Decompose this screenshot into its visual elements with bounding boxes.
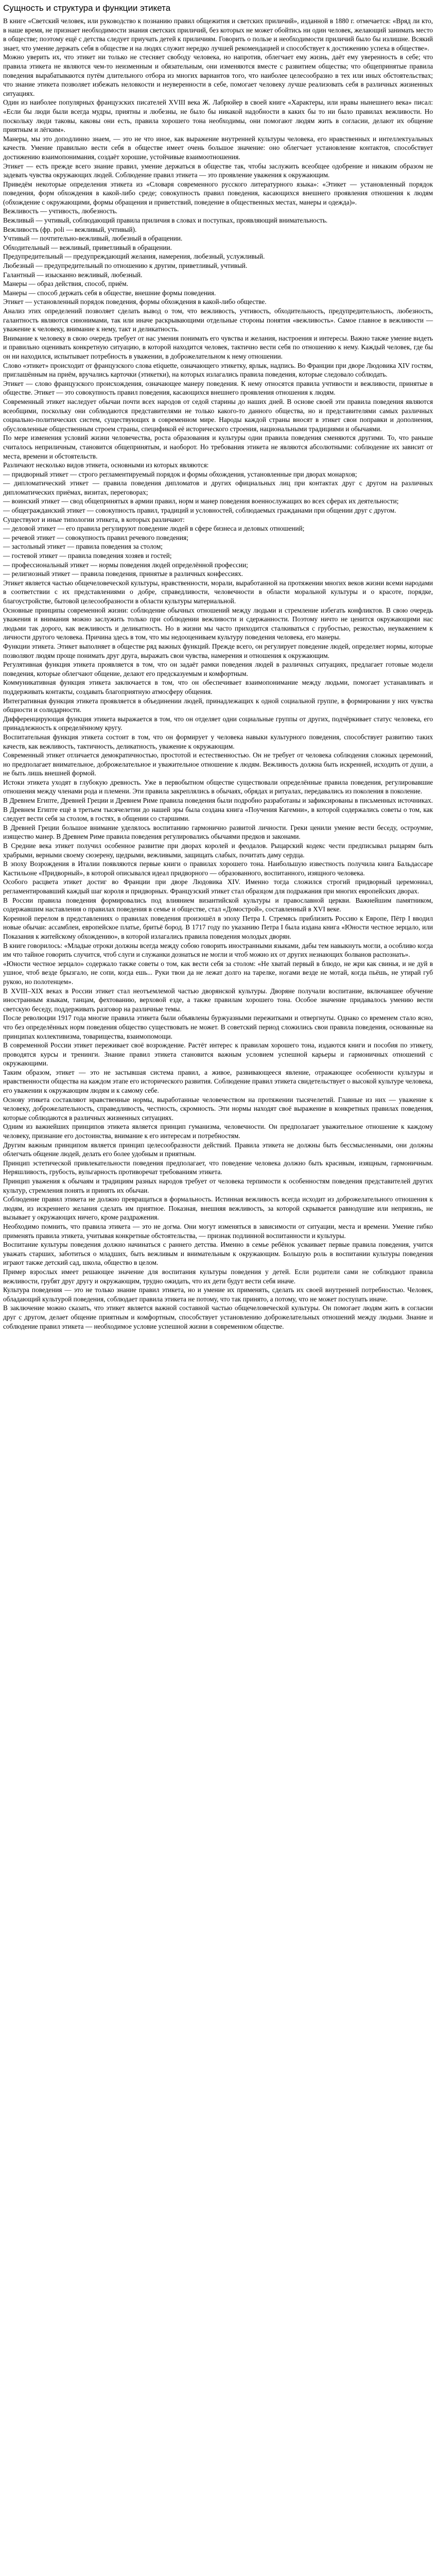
paragraph: — профессиональный этикет — нормы поведения людей определённой профессии;: [3, 561, 248, 569]
paragraph: Любезный — предупредительный по отношению к другим, приветливый, учтивый.: [3, 262, 248, 270]
paragraph: Принцип эстетической привлекательности поведения предполагает, что поведение человека должно быть красивым, изящным, гармоничным. Неряшливость, грубость, вульгарность противоречат требованиям этикета.: [3, 1159, 433, 1176]
paragraph: После революции 1917 года многие правила этикета были объявлены буржуазными пережитками и отвергнуты. Однако со временем стало ясно, что без определённых норм поведения общество существовать не может. В советский период сложились свои правила поведения, основанные на принципах коллективизма, товарищества, взаимопомощи.: [3, 1014, 433, 1040]
paragraph: Различают несколько видов этикета, основными из которых являются:: [3, 461, 209, 469]
paragraph: Коммуникативная функция этикета заключается в том, что он обеспечивает взаимопонимание между людьми, помогает устанавливать и поддерживать контакты, создавать благоприятную атмосферу общения.: [3, 679, 433, 696]
paragraph: — общегражданский этикет — совокупность правил, традиций и условностей, соблюдаемых гражданами при общении друг с другом.: [3, 506, 396, 515]
paragraph: Манеры — способ держать себя в обществе, внешние формы поведения.: [3, 289, 216, 297]
paragraph: — деловой этикет — его правила регулируют поведение людей в сфере бизнеса и деловых отношений;: [3, 524, 305, 533]
paragraph: Регулятивная функция этикета проявляется в том, что он задаёт рамки поведения людей в различных ситуациях, предлагает готовые модели поведения, которые облегчают общение, делают его предсказуемым и комфортным.: [3, 660, 433, 677]
paragraph: Другим важным принципом является принцип целесообразности действий. Правила этикета не должны быть бессмысленными, они должны облегчать общение людей, делать его более удобным и приятным.: [3, 1141, 433, 1158]
paragraph: — воинский этикет — свод общепринятых в армии правил, норм и манер поведения военнослужащих во всех сферах их деятельности;: [3, 497, 399, 505]
paragraph: — дипломатический этикет — правила поведения дипломатов и других официальных лиц при контактах друг с другом на различных дипломатических приёмах, визитах, переговорах;: [3, 479, 433, 496]
paragraph: Одним из важнейших принципов этикета является принцип гуманизма, человечности. Он предполагает уважительное отношение к каждому человеку, признание его достоинства, внимание к его интересам и потребностям.: [3, 1123, 433, 1140]
paragraph: Функции этикета. Этикет выполняет в обществе ряд важных функций. Прежде всего, он регулирует поведение людей, определяет нормы, которые позволяют людям проще понимать друг друга, выражать свои чувства, намерения и отношения к окружающим.: [3, 642, 433, 659]
paragraph: В Древнем Египте, Древней Греции и Древнем Риме правила поведения были подробно разработаны и зафиксированы в письменных источниках. В Древнем Египте ещё в третьем тысячелетии до нашей эры была создана книга «Поучения Кагемни», в которой содержались советы о том, как следует вести себя за столом, в гостях, в общении со старшими.: [3, 796, 433, 823]
paragraph: Основу этикета составляют нравственные нормы, выработанные человечеством на протяжении тысячелетий. Главные из них — уважение к человеку, доброжелательность, справедливость, честность, скромность. Эти нормы находят своё выражение в конкретных правилах поведения, которые соблюдаются в различных жизненных ситуациях.: [3, 1095, 433, 1122]
paragraph: Этикет — слово французского происхождения, означающее манеру поведения. К нему относятся правила учтивости и вежливости, принятые в обществе. Этикет — это совокупность правил поведения, касающихся внешнего проявления отношения к людям.: [3, 379, 433, 397]
paragraph: Принцип уважения к обычаям и традициям разных народов требует от человека терпимости к особенностям поведения представителей других культур, стремления понять и принять их обычаи.: [3, 1177, 433, 1194]
article-body: [3, 16, 433, 1331]
paragraph: Современный этикет отличается демократичностью, простотой и естественностью. Он не требует от человека соблюдения сложных церемоний, но предполагает внимательное, доброжелательное и уважительное отношение к людям. Вежливость должна быть искренней, исходить от души, а не быть лишь внешней формой.: [3, 751, 433, 777]
paragraph: Пример взрослых имеет решающее значение для воспитания культуры поведения у детей. Если родители сами не соблюдают правила вежливости, грубят друг другу и окружающим, трудно ожидать, что их дети будут вести себя иначе.: [3, 1267, 433, 1285]
paragraph: Обходительный — вежливый, приветливый в обращении.: [3, 243, 172, 251]
paragraph: В Средние века этикет получил особенное развитие при дворах королей и феодалов. Рыцарский кодекс чести предписывал рыцарям быть храбрыми, верными своему сюзерену, щедрыми, вежливыми, защищать слабых, почитать даму сердца.: [3, 842, 433, 859]
paragraph: Современный этикет наследует обычаи почти всех народов от седой старины до наших дней. В основе своей эти правила поведения являются всеобщими, поскольку они соблюдаются представителями не только какого-то данного общества, но и представителями самых различных социально-политических систем, существующих в современном мире. Народы каждой страны вносят в этикет свои поправки и дополнения, обусловленные общественным строем страны, спецификой её исторического строения, национальными традициями и обычаями.: [3, 397, 433, 433]
paragraph: Манеры — образ действия, способ, приём.: [3, 280, 128, 288]
paragraph: — религиозный этикет — правила поведения, принятые в различных конфессиях.: [3, 570, 243, 578]
paragraph: В России правила поведения формировались под влиянием византийской культуры и православной церкви. Важнейшим памятником, содержавшим наставления о правилах поведения в семье и обществе, стал «Домострой», составленный в XVI веке.: [3, 896, 433, 913]
paragraph: — гостевой этикет — правила поведения хозяев и гостей;: [3, 552, 172, 560]
paragraph: Вежливость — учтивость, любезность.: [3, 207, 118, 215]
paragraph: Анализ этих определений позволяет сделать вывод о том, что вежливость, учтивость, обходительность, предупредительность, любезность, галантность являются синонимами, так или иначе раскрывающими отдельные стороны понятия «вежливость». Самое главное в вежливости — уважение к человеку, внимание к нему, такт и деликатность.: [3, 307, 433, 333]
paragraph: Интегративная функция этикета проявляется в объединении людей, принадлежащих к одной социальной группе, в формировании у них чувства общности и солидарности.: [3, 697, 433, 714]
paragraph: Соблюдение правил этикета не должно превращаться в формальность. Истинная вежливость всегда исходит из доброжелательного отношения к людям, из искреннего желания сделать им приятное. Показная, внешняя вежливость, за которой скрывается равнодушие или неприязнь, не вызывает у окружающих ничего, кроме раздражения.: [3, 1195, 433, 1222]
paragraph: Дифференцирующая функция этикета выражается в том, что он отделяет одни социальные группы от других, подчёркивает статус человека, его принадлежность к определённому кругу.: [3, 715, 433, 732]
paragraph: В Древней Греции большое внимание уделялось воспитанию гармонично развитой личности. Греки ценили умение вести беседу, остроумие, изящество манер. В Древнем Риме правила поведения регулировались обычаями предков и законами.: [3, 823, 433, 841]
paragraph: Основные принципы современной жизни: соблюдение обычных отношений между людьми и стремление избегать конфликтов. В свою очередь уважения и внимания можно заслужить только при соблюдении вежливости и сдержанности. Поэтому ничто не ценится окружающими нас людьми так дорого, как вежливость и деликатность. Но в жизни мы часто приходится сталкиваться с грубостью, резкостью, неуважением к личности другого человека. Причина здесь в том, что мы недооцениваем культуру поведения человека, его манеры.: [3, 606, 433, 641]
page-title: Сущность и структура и функции этикета: [3, 3, 171, 13]
paragraph: В книге «Светский человек, или руководство к познанию правил общежития и светских приличий», изданной в 1880 г. отмечается: «Вряд ли кто, в наше время, не признает необходимости знания светских приличий, без которых не может обойтись ни один человек, желающий занимать место в обществе; поэтому ещё с детства следует приучать детей к приличиям. Говорить о пользе и необходимости приличий было бы излишне. Всякий знает, что умение держать себя в обществе и на людях служит нередко лучшей рекомендацией и способствует к достижению успеха в обществе».: [3, 17, 433, 52]
paragraph: Вежливость (фр. poli — вежливый, учтивый).: [3, 225, 137, 233]
paragraph: В современной России этикет переживает своё возрождение. Растёт интерес к правилам хорошего тона, издаются книги и пособия по этикету, проводятся курсы и тренинги. Знание правил этикета становится важным условием успешной карьеры и гармоничных отношений с окружающими.: [3, 1041, 433, 1067]
paragraph: В XVIII–XIX веках в России этикет стал неотъемлемой частью дворянской культуры. Дворяне получали воспитание, включавшее обучение иностранным языкам, танцам, фехтованию, верховой езде, а также правилам хорошего тона. Особое значение придавалось умению вести светскую беседу, поддерживать разговор на различные темы.: [3, 987, 433, 1013]
paragraph: Этикет — есть прежде всего знание правил, умение держаться в обществе так, чтобы заслужить всеобщее одобрение и никаким образом не задевать чувства окружающих людей. Соблюдение правил этикета — это проявление уважения к окружающим.: [3, 162, 433, 179]
paragraph: «Юности честное зерцало» содержало также советы о том, как вести себя за столом: «Не хватай первый в блюдо, не жри как свинья, и не дуй в ушное, чтоб везде брызгало, не сопи, когда ешь... Руки твои да не лежат долго на тарелке, ногами везде не мотай, когда пьёшь, не утирай губ рукою, но полотенцем».: [3, 959, 433, 986]
paragraph: Предупредительный — предупреждающий желания, намерения, любезный, услужливый.: [3, 252, 265, 261]
paragraph: Воспитание культуры поведения должно начинаться с раннего детства. Именно в семье ребёнок усваивает первые правила поведения, учится уважать старших, заботиться о младших, быть вежливым и внимательным к окружающим. Большую роль в воспитании культуры поведения играют также детский сад, школа, общество в целом.: [3, 1241, 433, 1267]
paragraph: Вежливый — учтивый, соблюдающий правила приличия в словах и поступках, проявляющий внимательность.: [3, 216, 328, 225]
paragraph: Истоки этикета уходят в глубокую древность. Уже в первобытном обществе существовали определённые правила поведения, регулировавшие отношения между членами рода и племени. Эти правила закреплялись в обычаях, обрядах и ритуалах, передавались из поколения в поколение.: [3, 778, 433, 795]
paragraph: Этикет — установленный порядок поведения, формы обхождения в какой-либо обществе.: [3, 298, 267, 306]
paragraph: Этикет является частью общечеловеческой культуры, нравственности, морали, выработанной на протяжении многих веков жизни всеми народами в соответствии с их представлениями о добре, справедливости, человечности в области моральной культуры и о красоте, порядке, благоустройстве, бытовой целесообразности в области культуры материальной.: [3, 579, 433, 605]
paragraph: Учтивый — почтительно-вежливый, любезный в обращении.: [3, 234, 183, 243]
paragraph: В книге говорилось: «Младые отроки должны всегда между собою говорить иностранными языками, дабы тем навыкнуть могли, а особливо когда им что тайное говорить случится, чтоб слуги и служанки дознаться не могли и чтоб можно их от других незнающих болванов распознать».: [3, 941, 433, 959]
paragraph: Культура поведения — это не только знание правил этикета, но и умение их применять, сделать их своей внутренней потребностью. Человек, обладающий культурой поведения, соблюдает правила этикета не потому, что так принято, а потому, что не может поступать иначе.: [3, 1286, 433, 1303]
paragraph: Слово «этикет» происходит от французского слова etiquette, означающего этикетку, ярлык, надпись. Во Франции при дворе Людовика XIV гостям, приглашённым на приём, вручались карточки (этикетки), на которых излагались правила поведения, которые следовало соблюдать.: [3, 361, 433, 379]
paragraph: Галантный — изысканно вежливый, любезный.: [3, 270, 143, 279]
paragraph: — речевой этикет — совокупность правил речевого поведения;: [3, 533, 188, 541]
paragraph: Особого расцвета этикет достиг во Франции при дворе Людовика XIV. Именно тогда сложился строгий придворный церемониал, регламентировавший каждый шаг короля и придворных. Французский этикет стал образцом для подражания при многих европейских дворах.: [3, 878, 433, 895]
paragraph: Внимание к человеку в свою очередь требует от нас умения понимать его чувства и желания, настроения и интересы. Важно также умение видеть и правильно оценивать конкретную ситуацию, в которой находится человек, тактично вести себя по отношению к нему. Каждый человек, где бы он ни находился, испытывает потребность в уважении, в доброжелательном к нему отношении.: [3, 334, 433, 360]
paragraph: Существуют и иные типологии этикета, в которых различают:: [3, 515, 185, 523]
paragraph: Коренной перелом в представлениях о правилах поведения произошёл в эпоху Петра I. Стремясь приблизить Россию к Европе, Пётр I вводил новые обычаи: ассамблеи, европейское платье, бритьё бород. В 1717 году по указанию Петра I была издана книга «Юности честное зерцало, или Показания к житейскому обхождению», в которой излагались правила поведения молодых дворян.: [3, 914, 433, 940]
paragraph: Необходимо помнить, что правила этикета — это не догма. Они могут изменяться в зависимости от ситуации, места и времени. Умение гибко применять правила этикета, учитывая конкретные обстоятельства, — признак подлинной воспитанности и культуры.: [3, 1222, 433, 1240]
paragraph: В эпоху Возрождения в Италии появляются первые книги о правилах хорошего тона. Наибольшую известность получила книга Бальдассаре Кастильоне «Придворный», в которой описывался идеал придворного — образованного, воспитанного, изящного человека.: [3, 860, 433, 877]
paragraph: Манеры, мы это доподлинно знаем, — это не что иное, как выражение внутренней культуры человека, его нравственных и интеллектуальных качеств. Умение правильно вести себя в обществе имеет очень большое значение: оно облегчает установление контактов, способствует достижению взаимопонимания, создаёт хорошие, устойчивые взаимоотношения.: [3, 134, 433, 161]
paragraph: Один из наиболее популярных французских писателей XVIII века Ж. Лабрюйер в своей книге «Характеры, или нравы нынешнего века» писал: «Если бы люди были всегда мудры, приятны и любезны, не было бы никакой надобности в каких бы то ни было правилах вежливости. Но поскольку люди таковы, каковы они есть, правила хорошего тона необходимы, они помогают людям жить в согласии, делают их общение приятным и лёгким».: [3, 98, 433, 134]
paragraph: Воспитательная функция этикета состоит в том, что он формирует у человека навыки культурного поведения, способствует развитию таких качеств, как вежливость, тактичность, деликатность, уважение к окружающим.: [3, 733, 433, 750]
paragraph: В заключение можно сказать, что этикет является важной составной частью общечеловеческой культуры. Он помогает людям жить в согласии друг с другом, делает общение приятным и комфортным, способствует установлению доброжелательных отношений между людьми. Знание и соблюдение правил этикета — необходимое условие успешной жизни в современном обществе.: [3, 1304, 433, 1330]
paragraph: Можно уверить их, что этикет ни только не стесняет свободу человека, но напротив, облегчает ему жизнь, даёт ему уверенность в себе; что правила этикета не являются чем-то неизменным и обязательным, они изменяются вместе с развитием общества; что общепринятые правила поведения вырабатываются путём длительного отбора из многих вариантов того, что наиболее целесообразно в тех или иных обстоятельствах; что знание этикета позволяет избежать неловкости и неуверенности в себе, помогает человеку лучше реализовать себя в различных жизненных ситуациях.: [3, 53, 433, 97]
paragraph: — придворный этикет — строго регламентируемый порядок и формы обхождения, установленные при дворах монархов;: [3, 470, 357, 478]
paragraph: — застольный этикет — правила поведения за столом;: [3, 543, 163, 551]
paragraph: По мере изменения условий жизни человечества, роста образования и культуры одни правила поведения сменяются другими. То, что раньше считалось неприличным, становится общепринятым, и наоборот. Но требования этикета не являются абсолютными: соблюдение их зависит от места, времени и обстоятельств.: [3, 434, 433, 460]
paragraph: Приведём некоторые определения этикета из «Словаря современного русского литературного языка»: «Этикет — установленный порядок поведения, форм обхождения в какой-либо среде; совокупность правил поведения, касающихся внешнего проявления отношения к людям (обхождение с окружающими, формы обращения и приветствий, поведение в общественных местах, манеры и одежда)».: [3, 180, 433, 206]
paragraph: Таким образом, этикет — это не застывшая система правил, а живое, развивающееся явление, отражающее особенности культуры и нравственности общества на каждом этапе его исторического развития. Соблюдение правил этикета свидетельствует о высокой культуре человека, его уважении к окружающим людям и к самому себе.: [3, 1068, 433, 1095]
